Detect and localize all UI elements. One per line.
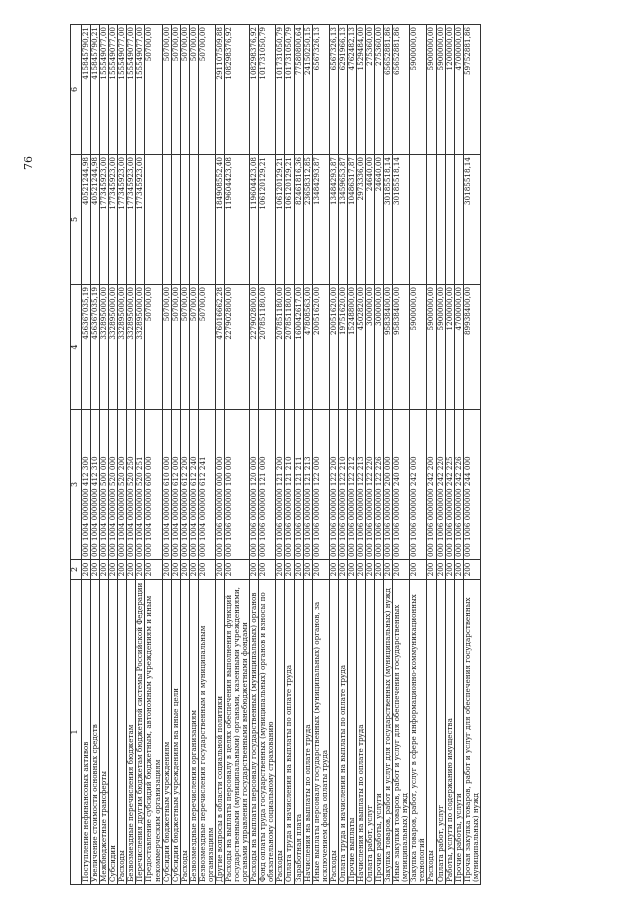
row-executed-cell: 106120129,21 [276,155,285,285]
row-kbk-cell: 000 1004 0000000 520 250 [127,410,136,560]
row-code-cell: 200 [145,560,162,580]
row-name-cell: Другие вопросы в области социальной политики [215,580,224,885]
row-approved-cell: 476016662,28 [215,285,224,410]
row-unexecuted-cell: 65652881,86 [384,25,393,155]
row-approved-cell: 15248800,00 [347,285,356,410]
row-kbk-cell: 000 1006 0000000 240 000 [393,410,410,560]
row-name-cell: Безвозмездные перечисления бюджетам [127,580,136,885]
row-name-cell: Перечисления другим бюджетам бюджетной системы Российской Федерации [136,580,145,885]
row-unexecuted-cell: 415845790,21 [82,25,91,155]
row-code-cell: 200 [276,560,285,580]
table-row [463,25,480,885]
row-approved-cell: 332895000,00 [136,285,145,410]
row-code-cell: 200 [347,560,356,580]
row-executed-cell: 24640,00 [366,155,375,285]
row-unexecuted-cell: 155549077,00 [100,25,109,155]
row-code-cell: 200 [118,560,127,580]
row-unexecuted-cell: 6291966,13 [338,25,347,155]
row-executed-cell: 177345923,00 [100,155,109,285]
table-row [436,25,445,885]
table-row [285,25,294,885]
row-approved-cell: 5900000,00 [410,285,427,410]
row-code-cell: 200 [375,560,384,580]
row-executed-cell: 119604423,08 [225,155,250,285]
row-approved-cell: 95838400,00 [393,285,410,410]
row-name-cell: Иные закупки товаров, работ и услуг для обеспечения государственных (муниципальных) нужд [393,580,410,885]
row-unexecuted-cell: 50700,00 [145,25,162,155]
row-kbk-cell: 000 1006 0000000 122 200 [329,410,338,560]
row-executed-cell: 106120129,21 [259,155,276,285]
row-name-cell: Закупка товаров, работ и услуг для государственных (муниципальных) нужд [384,580,393,885]
table-row [294,25,303,885]
row-approved-cell: 300000,00 [366,285,375,410]
row-unexecuted-cell: 155549077,00 [109,25,118,155]
row-name-cell: Безвозмездные перечисления государственным и муниципальным организациям [198,580,215,885]
row-name-cell: Предоставление субсидий бюджетным, автономным учреждениям и иным некоммерческим организациям [145,580,162,885]
table-row [225,25,250,885]
row-executed-cell: 24640,00 [375,155,384,285]
table-row [198,25,215,885]
table-row [259,25,276,885]
row-kbk-cell: 000 1006 0000000 121 211 [294,410,303,560]
row-executed-cell [189,155,198,285]
row-code-cell: 200 [109,560,118,580]
row-code-cell: 200 [410,560,427,580]
row-kbk-cell: 000 1006 0000000 121 210 [285,410,294,560]
row-unexecuted-cell: 24150250,15 [303,25,312,155]
row-executed-cell [445,155,454,285]
row-kbk-cell: 000 1006 0000000 120 000 [250,410,259,560]
row-unexecuted-cell: 108298376,92 [250,25,259,155]
row-kbk-cell: 000 1006 0000000 200 000 [384,410,393,560]
row-kbk-cell: 000 1006 0000000 100 000 [225,410,250,560]
row-unexecuted-cell: 5900000,00 [436,25,445,155]
row-approved-cell: 300000,00 [375,285,384,410]
row-approved-cell: 50700,00 [145,285,162,410]
row-name-cell: Расходы [180,580,189,885]
row-approved-cell: 456367035,19 [82,285,91,410]
row-kbk-cell: 000 1004 0000000 612 200 [180,410,189,560]
row-executed-cell [162,155,171,285]
row-name-cell: Прочие работы, услуги [375,580,384,885]
row-executed-cell: 177345923,00 [136,155,145,285]
row-code-cell: 200 [329,560,338,580]
row-unexecuted-cell: 101731050,79 [276,25,285,155]
page-number: 76 [22,156,35,170]
row-kbk-cell: 000 1006 0000000 121 000 [259,410,276,560]
row-code-cell: 200 [189,560,198,580]
row-approved-cell: 4700000,00 [454,285,463,410]
row-executed-cell: 13484293,87 [312,155,329,285]
table-row [410,25,427,885]
table-row [366,25,375,885]
row-executed-cell: 13484293,87 [329,155,338,285]
table-row [171,25,180,885]
row-executed-cell: 184908552,40 [215,155,224,285]
row-name-cell: Оплата труда и начисления на выплаты по оплате труда [338,580,347,885]
row-approved-cell: 456367035,19 [91,285,100,410]
row-executed-cell: 13459653,87 [338,155,347,285]
row-unexecuted-cell: 50700,00 [189,25,198,155]
column-header: 4 [71,285,82,410]
row-code-cell: 200 [82,560,91,580]
row-code-cell: 200 [384,560,393,580]
table-row [180,25,189,885]
row-kbk-cell: 000 1004 0000000 612 241 [198,410,215,560]
column-header: 1 [71,580,82,885]
row-approved-cell: 19751620,00 [338,285,347,410]
table-row [393,25,410,885]
row-kbk-cell: 000 1006 0000000 122 212 [347,410,356,560]
row-kbk-cell: 000 1006 0000000 242 225 [445,410,454,560]
row-name-cell: Заработная плата [294,580,303,885]
row-code-cell: 200 [356,560,365,580]
row-kbk-cell: 000 1006 0000000 242 220 [436,410,445,560]
row-kbk-cell: 000 1004 0000000 520 251 [136,410,145,560]
row-approved-cell: 50700,00 [171,285,180,410]
row-code-cell: 200 [454,560,463,580]
row-unexecuted-cell: 108298376,92 [225,25,250,155]
row-code-cell: 200 [463,560,480,580]
row-approved-cell: 207851180,00 [259,285,276,410]
row-executed-cell [198,155,215,285]
row-approved-cell: 207851180,00 [285,285,294,410]
row-approved-cell: 50700,00 [198,285,215,410]
row-unexecuted-cell: 101731050,79 [259,25,276,155]
column-header: 6 [71,25,82,155]
row-executed-cell [171,155,180,285]
row-unexecuted-cell: 50700,00 [162,25,171,155]
row-executed-cell: 106120129,21 [285,155,294,285]
row-name-cell: Начисления на выплаты по оплате труда [303,580,312,885]
row-name-cell: Расходы на выплаты персоналу государственных (муниципальных) органов [250,580,259,885]
row-unexecuted-cell: 50700,00 [198,25,215,155]
row-name-cell: Расходы на выплаты персоналу в целях обеспечения выполнения функций государственными (муниципальными) органами, казенными учреждениями, органами управления государственными внебюджетными фондами [225,580,250,885]
table-row [189,25,198,885]
row-approved-cell: 50700,00 [162,285,171,410]
row-unexecuted-cell: 4700000,00 [454,25,463,155]
row-unexecuted-cell: 5900000,00 [427,25,436,155]
row-unexecuted-cell: 77580800,64 [294,25,303,155]
row-unexecuted-cell: 50700,00 [171,25,180,155]
column-header: 2 [71,560,82,580]
row-executed-cell [410,155,427,285]
row-approved-cell: 227902800,00 [250,285,259,410]
table-row [338,25,347,885]
row-code-cell: 200 [136,560,145,580]
row-kbk-cell: 000 1004 0000000 412 300 [82,410,91,560]
row-name-cell: Расходы [276,580,285,885]
row-code-cell: 200 [427,560,436,580]
table-row [162,25,171,885]
row-approved-cell: 5900000,00 [436,285,445,410]
row-kbk-cell: 000 1004 0000000 610 000 [162,410,171,560]
table-row [454,25,463,885]
row-approved-cell: 50700,00 [180,285,189,410]
row-kbk-cell: 000 1006 0000000 122 000 [312,410,329,560]
row-name-cell: Расходы [427,580,436,885]
row-kbk-cell: 000 1006 0000000 122 220 [366,410,375,560]
row-approved-cell: 20051620,00 [312,285,329,410]
row-kbk-cell: 000 1006 0000000 242 000 [410,410,427,560]
row-executed-cell [454,155,463,285]
row-code-cell: 200 [312,560,329,580]
row-unexecuted-cell: 155549077,00 [127,25,136,155]
row-executed-cell: 30185518,14 [393,155,410,285]
row-unexecuted-cell: 59752881,86 [463,25,480,155]
table-row [329,25,338,885]
row-executed-cell: 2973336,00 [356,155,365,285]
row-executed-cell: 30185518,14 [463,155,480,285]
row-executed-cell [427,155,436,285]
row-name-cell: Иные выплаты персоналу государственных (муниципальных) органов, за исключением фонда оплаты труда [312,580,329,885]
row-executed-cell: 177345923,00 [127,155,136,285]
row-unexecuted-cell: 415845790,21 [91,25,100,155]
row-kbk-cell: 000 1004 0000000 612 000 [171,410,180,560]
row-code-cell: 200 [215,560,224,580]
table-body [82,25,481,885]
row-kbk-cell: 000 1006 0000000 242 226 [454,410,463,560]
row-code-cell: 200 [225,560,250,580]
row-name-cell: Оплата работ, услуг [366,580,375,885]
row-kbk-cell: 000 1006 0000000 000 000 [215,410,224,560]
table-row [427,25,436,885]
header-row [71,25,82,885]
row-code-cell: 200 [127,560,136,580]
row-approved-cell: 50700,00 [189,285,198,410]
row-unexecuted-cell: 4762482,13 [347,25,356,155]
row-code-cell: 200 [100,560,109,580]
row-name-cell: Прочие выплаты [347,580,356,885]
row-name-cell: Закупка товаров, работ, услуг в сфере информационно-коммуникационных технологий [410,580,427,885]
row-approved-cell: 160042617,00 [294,285,303,410]
row-unexecuted-cell: 5900000,00 [410,25,427,155]
row-code-cell: 200 [250,560,259,580]
row-approved-cell: 20051620,00 [329,285,338,410]
row-executed-cell: 30185518,14 [384,155,393,285]
row-code-cell: 200 [393,560,410,580]
row-name-cell: Увеличение стоимости основных средств [91,580,100,885]
row-approved-cell: 332895000,00 [109,285,118,410]
row-approved-cell: 89938400,00 [463,285,480,410]
row-code-cell: 200 [171,560,180,580]
row-name-cell: Субсидии [109,580,118,885]
row-code-cell: 200 [303,560,312,580]
row-kbk-cell: 000 1006 0000000 122 213 [356,410,365,560]
table-row [303,25,312,885]
row-name-cell: Поступление нефинансовых активов [82,580,91,885]
row-name-cell: Начисления на выплаты по оплате труда [356,580,365,885]
row-code-cell: 200 [180,560,189,580]
row-name-cell: Расходы [118,580,127,885]
row-executed-cell [436,155,445,285]
row-executed-cell: 40521244,98 [82,155,91,285]
row-code-cell: 200 [294,560,303,580]
table-row [91,25,100,885]
table-row [445,25,454,885]
row-kbk-cell: 000 1006 0000000 122 210 [338,410,347,560]
column-header: 5 [71,155,82,285]
row-kbk-cell: 000 1004 0000000 412 310 [91,410,100,560]
row-unexecuted-cell: 155549077,00 [136,25,145,155]
row-approved-cell: 332895000,00 [118,285,127,410]
row-kbk-cell: 000 1006 0000000 242 200 [427,410,436,560]
row-approved-cell: 207851180,00 [276,285,285,410]
row-kbk-cell: 000 1004 0000000 520 000 [109,410,118,560]
row-executed-cell: 119604423,08 [250,155,259,285]
table-row [312,25,329,885]
row-name-cell: Оплата работ, услуг [436,580,445,885]
table-row [109,25,118,885]
row-name-cell: Прочие работы, услуги [454,580,463,885]
row-unexecuted-cell: 1200000,00 [445,25,454,155]
row-executed-cell: 177345923,00 [118,155,127,285]
table-row [100,25,109,885]
row-name-cell: Расходы [329,580,338,885]
row-unexecuted-cell: 275360,00 [375,25,384,155]
table-row [145,25,162,885]
row-unexecuted-cell: 291107509,88 [215,25,224,155]
row-name-cell: Безвозмездные перечисления организациям [189,580,198,885]
row-approved-cell: 5900000,00 [427,285,436,410]
row-name-cell: Работы, услуги по содержанию имущества [445,580,454,885]
row-code-cell: 200 [162,560,171,580]
row-code-cell: 200 [366,560,375,580]
row-unexecuted-cell: 50700,00 [180,25,189,155]
row-unexecuted-cell: 101731050,79 [285,25,294,155]
row-code-cell: 200 [198,560,215,580]
row-approved-cell: 332895000,00 [100,285,109,410]
row-approved-cell: 4502820,00 [356,285,365,410]
row-executed-cell: 10486317,87 [347,155,356,285]
row-executed-cell: 177345923,00 [109,155,118,285]
rotated-table-wrapper [70,25,590,885]
row-name-cell: Субсидии бюджетным учреждениям на иные цели [171,580,180,885]
row-executed-cell: 82461816,36 [294,155,303,285]
row-code-cell: 200 [436,560,445,580]
row-kbk-cell: 000 1006 0000000 122 226 [375,410,384,560]
row-code-cell: 200 [338,560,347,580]
row-approved-cell: 1200000,00 [445,285,454,410]
row-name-cell: Фонд оплаты труда государственных (муниципальных) органов и взносы по обязательному социальному страхованию [259,580,276,885]
row-unexecuted-cell: 65652881,86 [393,25,410,155]
row-executed-cell: 23658312,85 [303,155,312,285]
row-code-cell: 200 [445,560,454,580]
row-unexecuted-cell: 275360,00 [366,25,375,155]
row-executed-cell [145,155,162,285]
table-row [356,25,365,885]
column-header: 3 [71,410,82,560]
row-name-cell: Межбюджетные трансферты [100,580,109,885]
row-approved-cell: 47808563,00 [303,285,312,410]
row-approved-cell: 95838400,00 [384,285,393,410]
row-name-cell: Субсидии бюджетным учреждениям [162,580,171,885]
row-kbk-cell: 000 1006 0000000 244 000 [463,410,480,560]
row-unexecuted-cell: 155549077,00 [118,25,127,155]
row-approved-cell: 227902800,00 [225,285,250,410]
row-name-cell: Оплата труда и начисления на выплаты по оплате труда [285,580,294,885]
row-unexecuted-cell: 6567326,13 [329,25,338,155]
row-unexecuted-cell: 6567326,13 [312,25,329,155]
row-kbk-cell: 000 1004 0000000 612 240 [189,410,198,560]
budget-table [70,24,481,885]
row-code-cell: 200 [285,560,294,580]
row-executed-cell [180,155,189,285]
row-kbk-cell: 000 1006 0000000 121 213 [303,410,312,560]
row-executed-cell: 40521244,98 [91,155,100,285]
row-kbk-cell: 000 1004 0000000 520 200 [118,410,127,560]
row-approved-cell: 332895000,00 [127,285,136,410]
row-kbk-cell: 000 1006 0000000 121 200 [276,410,285,560]
row-name-cell: Прочая закупка товаров, работ и услуг для обеспечения государственных (муниципальных) нужд [463,580,480,885]
row-code-cell: 200 [91,560,100,580]
row-kbk-cell: 000 1004 0000000 600 000 [145,410,162,560]
row-kbk-cell: 000 1004 0000000 500 000 [100,410,109,560]
row-unexecuted-cell: 1529484,00 [356,25,365,155]
row-code-cell: 200 [259,560,276,580]
